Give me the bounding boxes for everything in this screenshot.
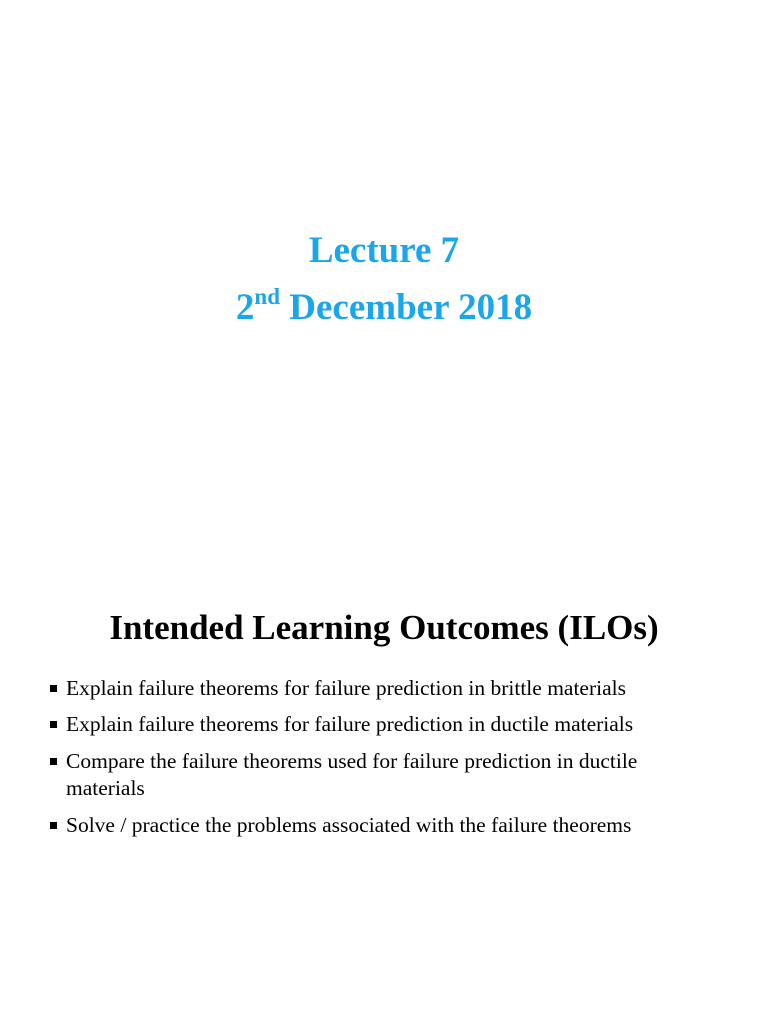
ilo-item xyxy=(48,748,708,802)
date-ordinal-suffix: nd xyxy=(254,284,281,309)
date-day: 2 xyxy=(235,287,255,328)
lecture-date xyxy=(0,279,768,340)
ilo-item xyxy=(48,711,708,738)
ilo-item xyxy=(48,675,708,702)
ilo-item-text: Explain failure theorems for failure prediction in brittle materials xyxy=(66,676,626,700)
ilo-item xyxy=(48,812,708,839)
square-bullet-icon xyxy=(50,822,57,829)
date-month-year: December 2018 xyxy=(280,287,533,328)
ilo-item-text: Compare the failure theorems used for failure prediction in ductile materials xyxy=(66,749,638,800)
ilo-heading: Intended Learning Outcomes (ILOs) xyxy=(109,608,659,647)
square-bullet-icon xyxy=(50,721,57,728)
ilo-list xyxy=(48,675,708,849)
square-bullet-icon xyxy=(50,685,57,692)
square-bullet-icon xyxy=(50,758,57,765)
ilo-slide xyxy=(0,560,768,1024)
title-block xyxy=(0,222,768,340)
ilo-item-text: Explain failure theorems for failure prediction in ductile materials xyxy=(66,712,634,736)
lecture-title: Lecture 7 xyxy=(308,230,460,271)
ilo-item-text: Solve / practice the problems associated with the failure theorems xyxy=(66,813,632,837)
